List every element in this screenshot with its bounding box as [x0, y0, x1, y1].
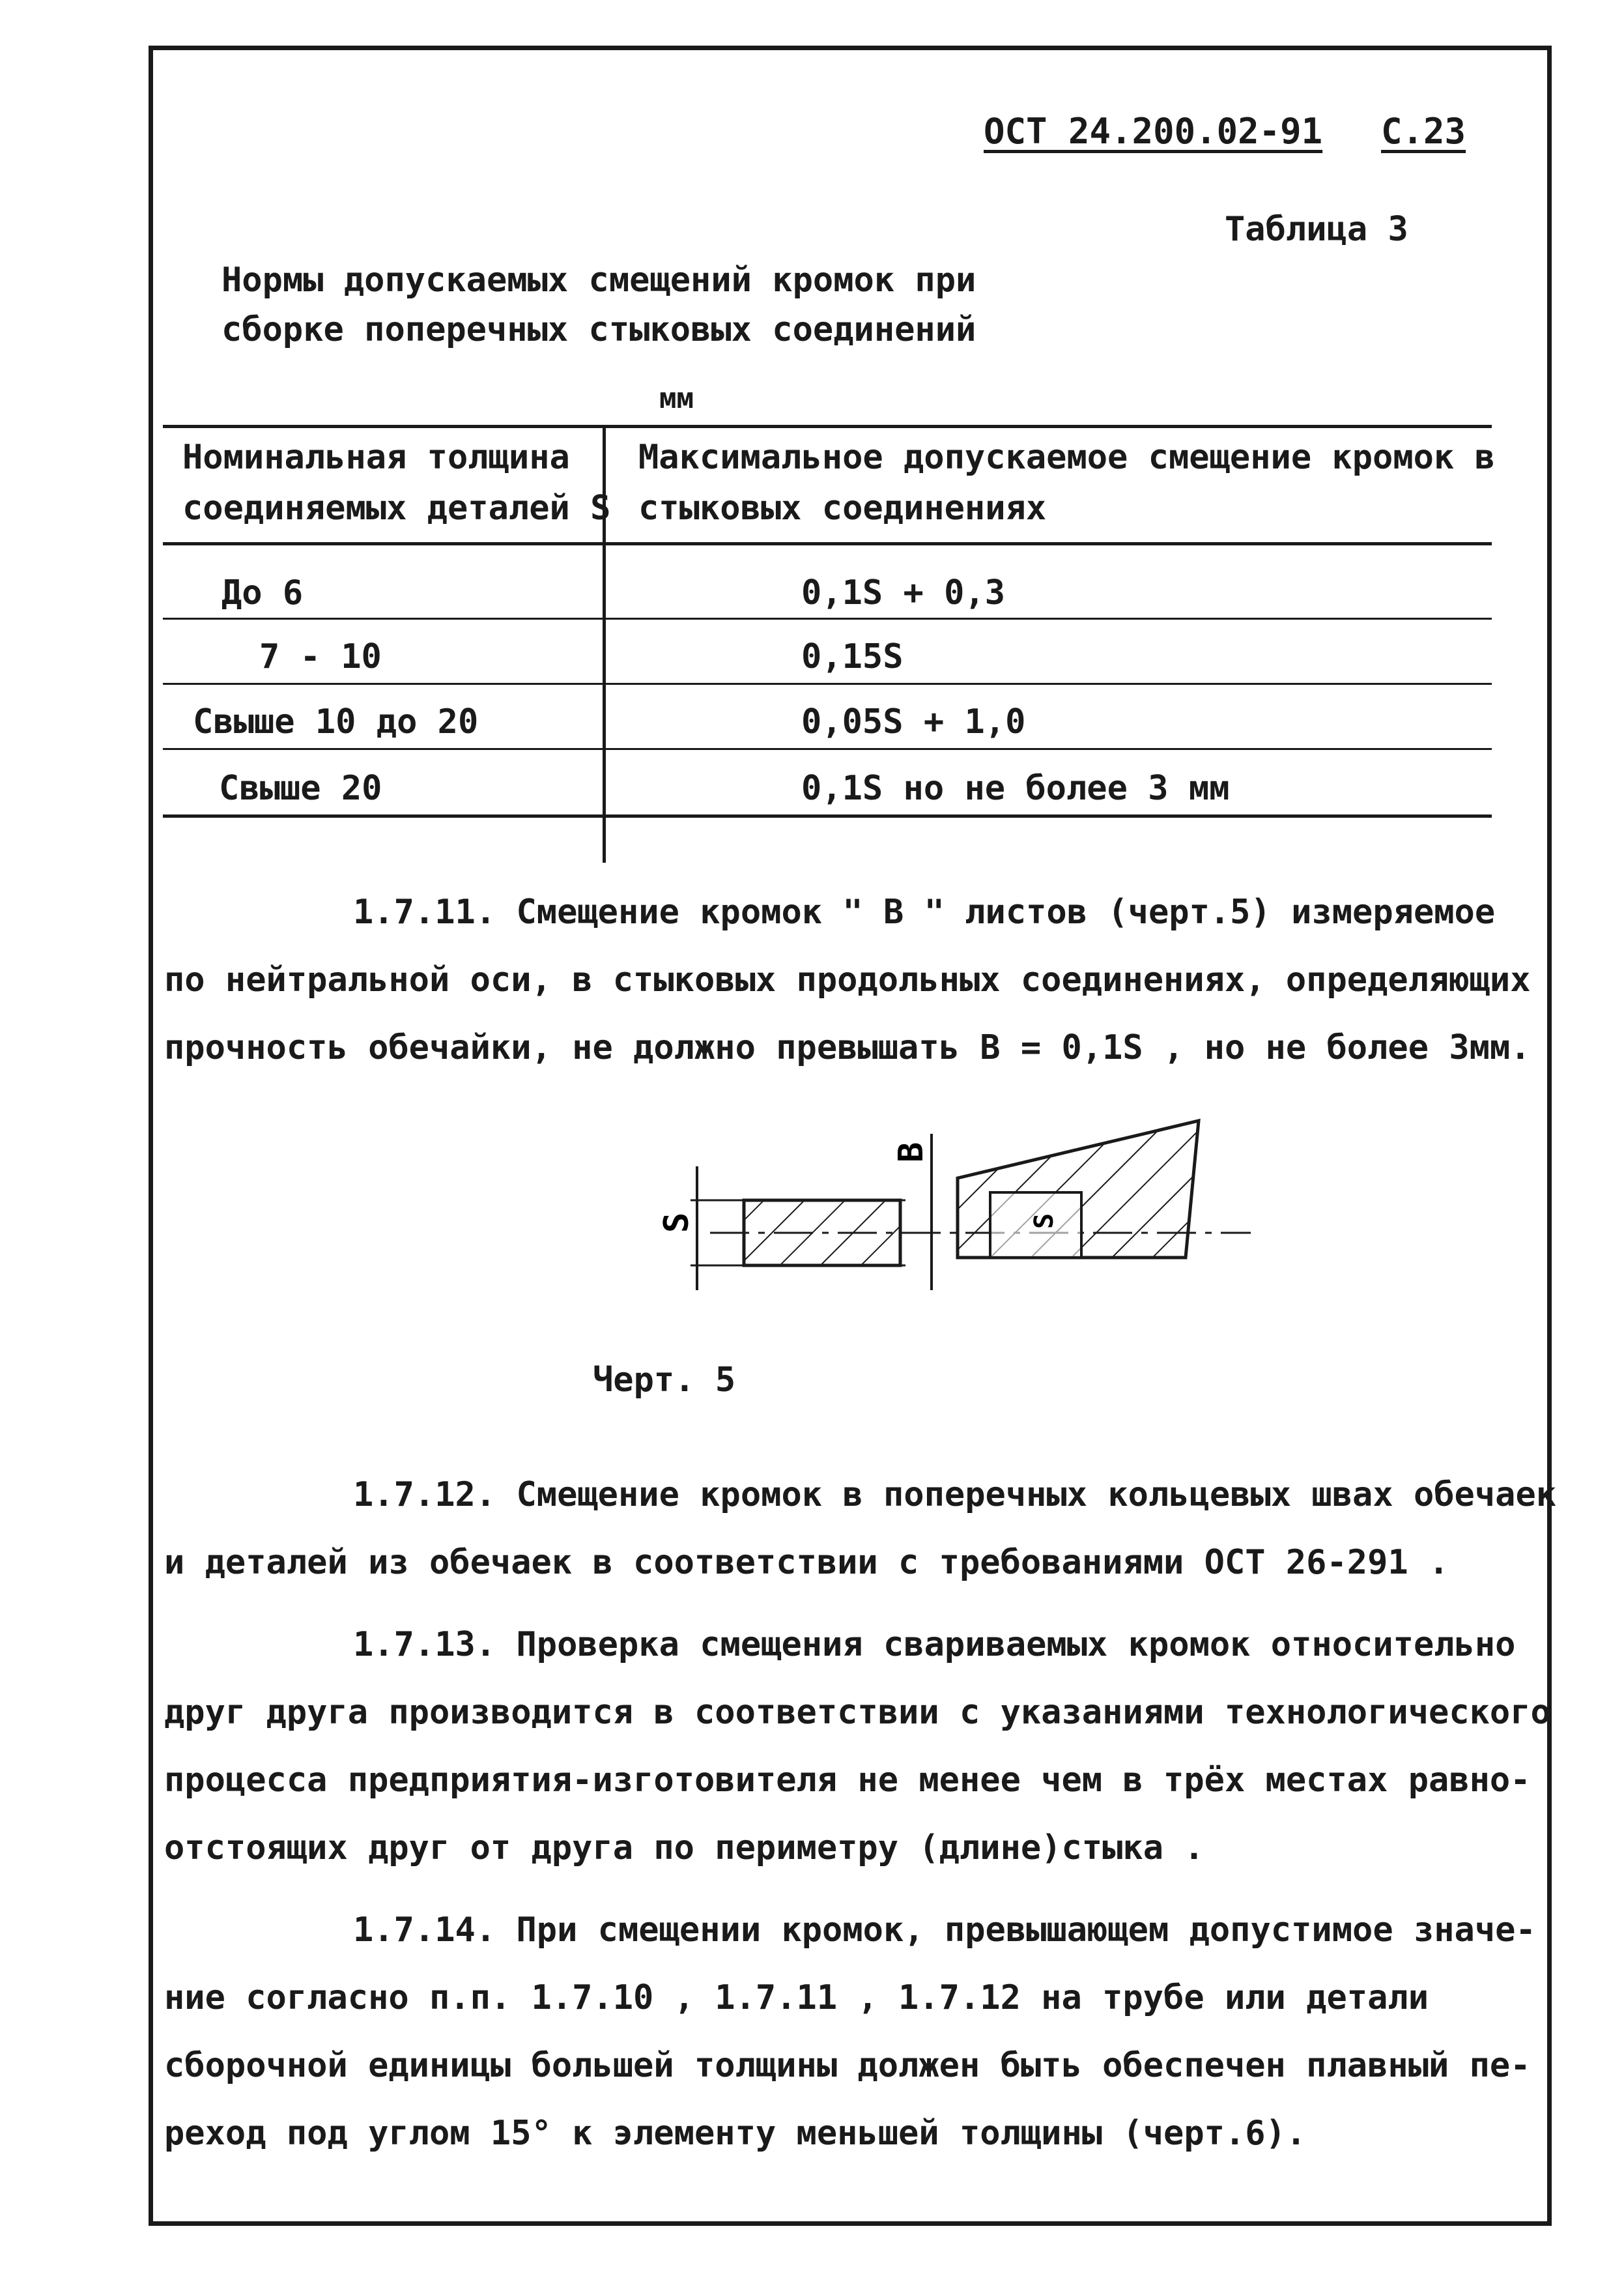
page-number: С.23 [1381, 111, 1466, 152]
table-unit: мм [659, 382, 694, 415]
table-header-divider [163, 542, 1492, 545]
paragraph-1-7-13 [164, 1611, 1551, 1882]
offset-label: В [892, 1142, 931, 1162]
table-header-thickness-line1: Номинальная толщина [182, 438, 570, 477]
table-row-divider [163, 748, 1492, 750]
table-cell-offset: 0,15S [801, 637, 904, 676]
drawing-caption: Черт. 5 [593, 1361, 736, 1400]
table-cell-thickness: Свыше 20 [219, 769, 382, 808]
paragraph-line: 1.7.11. Смещение кромок " В " листов (черт.5) измеряемое [353, 893, 1496, 932]
paragraph-line: и деталей из обечаек в соответствии с требованиями ОСТ 26-291 . [164, 1543, 1449, 1582]
paragraph-line: прочность обечайки, не должно превышать В = 0,1S , но не более 3мм. [164, 1028, 1531, 1067]
paragraph-line: 1.7.12. Смещение кромок в поперечных кольцевых швах обечаек [353, 1475, 1557, 1514]
table-header-thickness-line2: соединяемых деталей S [182, 489, 611, 528]
paragraph-line: по нейтральной оси, в стыковых продольных соединениях, определяющих [164, 960, 1531, 1000]
paragraph-line: 1.7.13. Проверка смещения свариваемых кромок относительно [353, 1625, 1516, 1664]
paragraph-line: реход под углом 15° к элементу меньшей толщины (черт.6). [164, 2114, 1307, 2153]
paragraph-line: процесса предприятия-изготовителя не менее чем в трёх местах равно- [164, 1761, 1531, 1800]
table-title-line2: сборке поперечных стыковых соединений [221, 310, 976, 349]
table-label: Таблица 3 [1225, 210, 1408, 249]
table-row-divider [163, 683, 1492, 685]
table-cell-offset: 0,1S + 0,3 [801, 573, 1006, 612]
thickness-label: S [657, 1212, 696, 1233]
table-cell-thickness: До 6 [221, 573, 304, 612]
table-header-offset-line1: Максимальное допускаемое смещение кромок в [638, 438, 1495, 477]
table-cell-offset: 0,1S но не более 3 мм [801, 769, 1230, 808]
table-row-divider [163, 618, 1492, 620]
paragraph-line: 1.7.14. При смещении кромок, превышающем допустимое значе- [353, 1910, 1536, 1950]
edge-offset-drawing [625, 1095, 1251, 1316]
document-code: ОСТ 24.200.02-91 [984, 111, 1323, 152]
table-bottom-border [163, 814, 1492, 818]
table-top-border [163, 425, 1492, 428]
paragraph-line: ние согласно п.п. 1.7.10 , 1.7.11 , 1.7.12 на трубе или детали [164, 1978, 1429, 2017]
table-title-line1: Нормы допускаемых смещений кромок при [221, 261, 976, 300]
paragraph-line: друг друга производится в соответствии с указаниями технологического [164, 1693, 1551, 1732]
table-cell-offset: 0,05S + 1,0 [801, 702, 1026, 742]
table-cell-thickness: Свыше 10 до 20 [193, 702, 479, 742]
paragraph-1-7-14 [164, 1896, 1536, 2167]
table-header-offset-line2: стыковых соединениях [638, 489, 1047, 528]
inner-thickness-label: S [1029, 1213, 1059, 1229]
table-cell-thickness: 7 - 10 [259, 637, 382, 676]
paragraph-line: отстоящих друг от друга по периметру (длине)стыка . [164, 1828, 1204, 1867]
paragraph-line: сборочной единицы большей толщины должен быть обеспечен плавный пе- [164, 2046, 1531, 2085]
paragraph-1-7-12 [164, 1461, 1557, 1596]
paragraph-1-7-11 [164, 878, 1532, 1082]
